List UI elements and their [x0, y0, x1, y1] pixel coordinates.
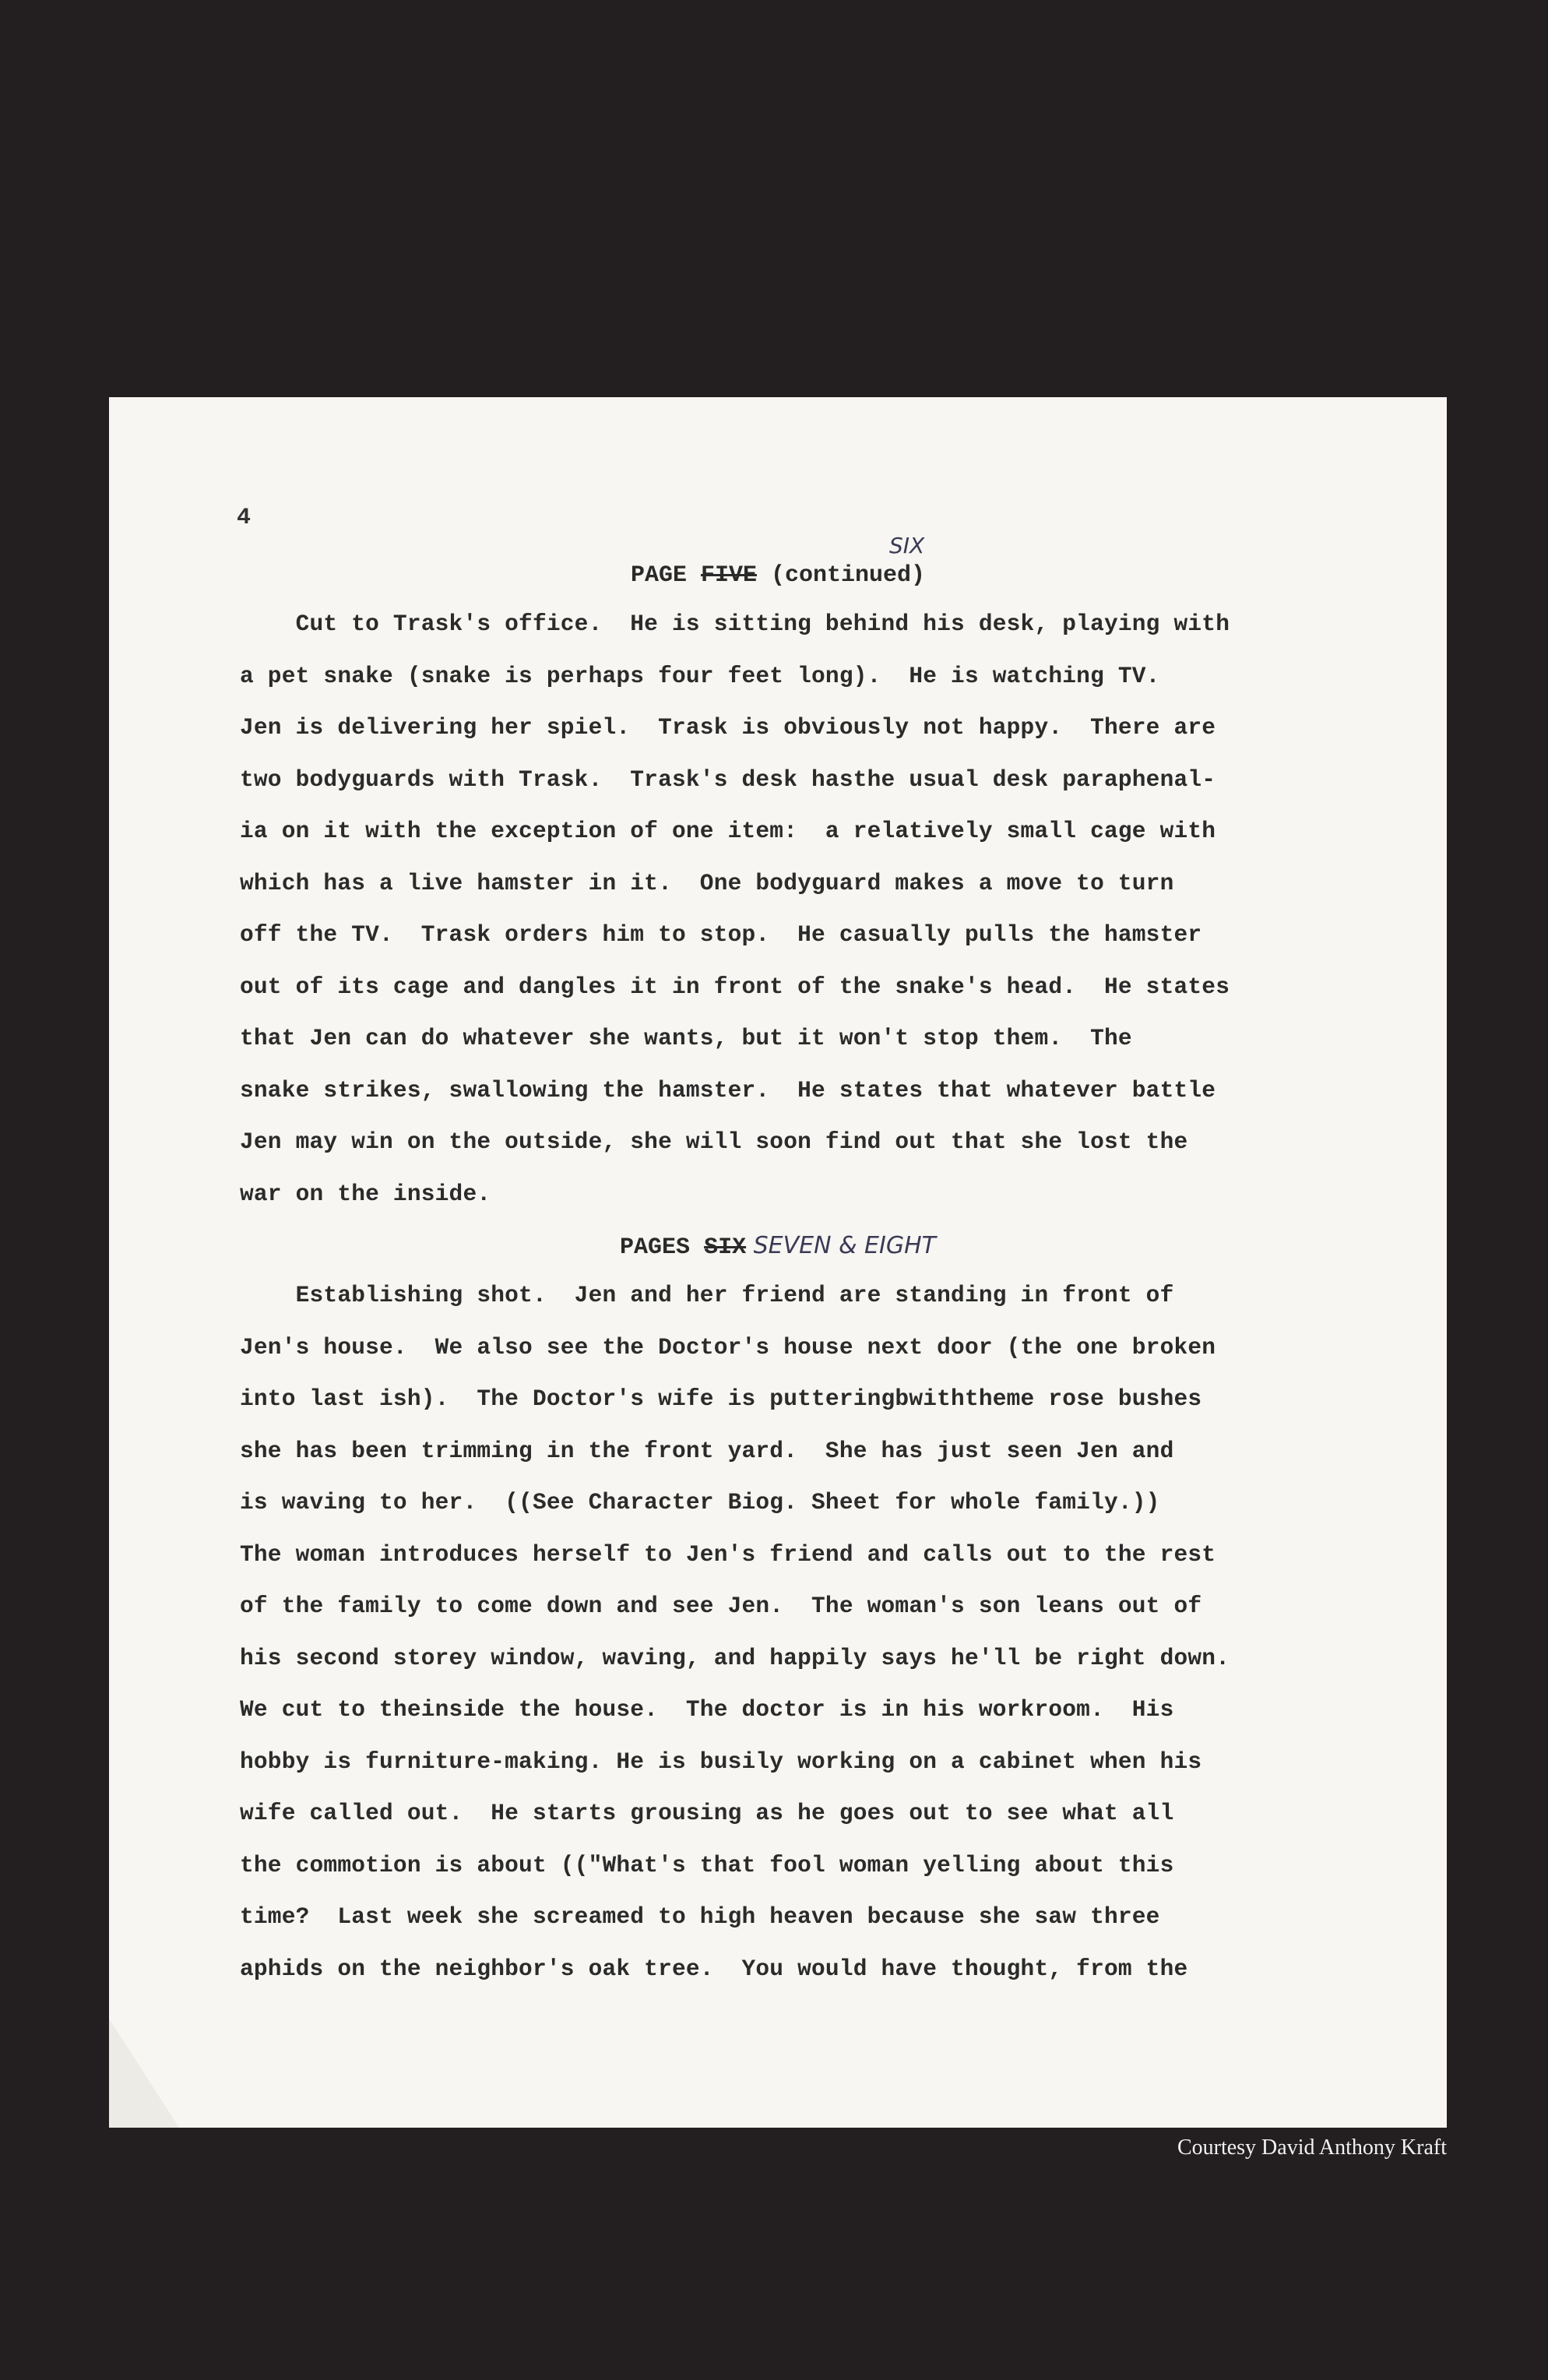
text-line: is waving to her. ((See Character Biog. Sheet for whole family.))	[240, 1489, 1160, 1516]
struck-text: SIX	[704, 1234, 747, 1261]
text-line: into last ish). The Doctor's wife is putteringbwiththeme rose bushes	[240, 1385, 1202, 1412]
handwritten-correction: SEVEN & EIGHT	[746, 1232, 936, 1259]
page-heading-continued	[109, 562, 1447, 589]
text-line: the commotion is about (("What's that fool woman yelling about this	[240, 1851, 1174, 1878]
text-line: that Jen can do whatever she wants, but it won't stop them. The	[240, 1025, 1132, 1051]
heading-prefix: PAGE	[630, 562, 701, 589]
typewritten-page	[109, 397, 1447, 2128]
text-line: Establishing shot. Jen and her friend are standing in front of	[240, 1282, 1174, 1308]
text-line: wife called out. He starts grousing as he goes out to see what all	[240, 1800, 1174, 1826]
text-line: ia on it with the exception of one item: a relatively small cage with	[240, 818, 1216, 844]
text-line: which has a live hamster in it. One bodyguard makes a move to turn	[240, 869, 1174, 896]
paragraph-establishing-shot	[240, 1269, 1353, 1994]
paragraph-trask-office	[240, 598, 1353, 1220]
page-number: 4	[237, 505, 252, 531]
text-line: she has been trimming in the front yard. She has just seen Jen and	[240, 1437, 1174, 1464]
text-line: snake strikes, swallowing the hamster. He states that whatever battle	[240, 1076, 1216, 1104]
text-line: a pet snake (snake is perhaps four feet long). He is watching TV.	[240, 662, 1160, 689]
heading-prefix: PAGES	[620, 1234, 705, 1261]
text-line: his second storey window, waving, and happily says he'll be right down.	[240, 1644, 1230, 1671]
photo-credit: Courtesy David Anthony Kraft	[1177, 2135, 1447, 2160]
text-line: aphids on the neighbor's oak tree. You would have thought, from the	[240, 1955, 1188, 1982]
text-line: Cut to Trask's office. He is sitting behind his desk, playing with	[240, 611, 1230, 637]
page-corner-fold	[109, 2019, 179, 2128]
text-line: Jen's house. We also see the Doctor's house next door (the one broken	[240, 1333, 1216, 1361]
text-line: We cut to theinside the house. The doctor is in his workroom. His	[240, 1696, 1174, 1723]
text-line: The woman introduces herself to Jen's friend and calls out to the rest	[240, 1540, 1216, 1568]
text-line: of the family to come down and see Jen. The woman's son leans out of	[240, 1593, 1202, 1619]
text-line: time? Last week she screamed to high heaven because she saw three	[240, 1903, 1160, 1930]
heading-suffix: (continued)	[756, 562, 926, 589]
text-line: Jen is delivering her spiel. Trask is obviously not happy. There are	[240, 714, 1216, 741]
text-line: two bodyguards with Trask. Trask's desk hasthe usual desk paraphenal-	[240, 766, 1216, 793]
text-line: hobby is furniture-making. He is busily working on a cabinet when his	[240, 1748, 1202, 1775]
page-heading-seven-eight	[109, 1232, 1447, 1261]
struck-text: FIVE	[700, 562, 757, 589]
text-line: out of its cage and dangles it in front of the snake's head. He states	[240, 973, 1230, 1000]
text-line: Jen may win on the outside, she will soon find out that she lost the	[240, 1128, 1188, 1155]
text-line: off the TV. Trask orders him to stop. He casually pulls the hamster	[240, 921, 1202, 948]
handwritten-correction: SIX	[889, 533, 925, 558]
text-line: war on the inside.	[240, 1180, 491, 1207]
